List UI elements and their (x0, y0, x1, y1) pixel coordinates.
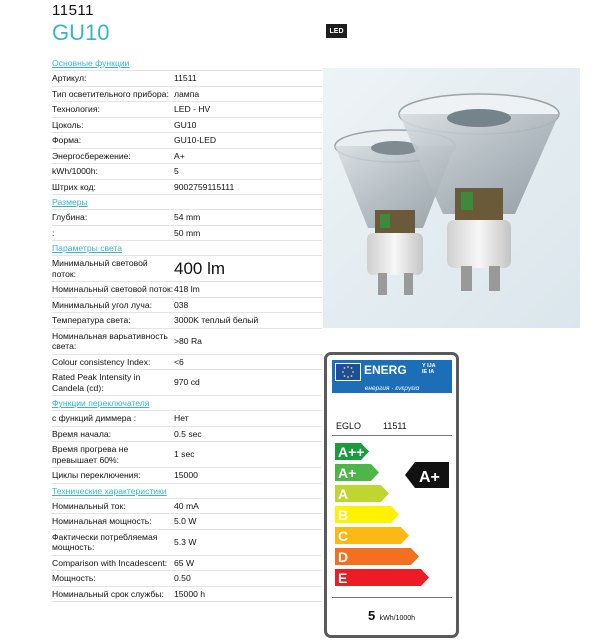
spec-value: 9002759115111 (174, 181, 235, 192)
bulbs-illustration (323, 68, 580, 328)
energ-suffix-line: Y IJA (422, 363, 436, 369)
spec-value: 400 lm (174, 258, 226, 278)
spec-row (52, 514, 322, 530)
energy-label-subtitle: енергия · ενεργεια (332, 384, 452, 393)
spec-row (52, 226, 322, 242)
spec-label: Время начала: (52, 428, 112, 439)
spec-row (52, 587, 322, 603)
spec-label: Номинальный световой поток: (52, 284, 174, 294)
spec-row (52, 133, 322, 149)
energy-class-label: B (338, 507, 349, 523)
spec-value: A+ (174, 150, 185, 161)
spec-label: Температура света: (52, 315, 131, 325)
spec-row (52, 355, 322, 371)
spec-label: kWh/1000h: (52, 166, 98, 176)
energy-class-label: D (338, 549, 349, 565)
spec-row (52, 571, 322, 587)
spec-value: 3000K теплый белый (174, 315, 259, 325)
spec-value: 11511 (174, 73, 197, 83)
spec-label: Rated Peak Intensity in Candela (cd): (52, 372, 141, 393)
energ-text: ENERG (364, 363, 407, 377)
spec-row (52, 329, 322, 355)
spec-label: Фактически потребляемая мощность: (52, 531, 158, 552)
energy-label (324, 352, 459, 638)
spec-value: LED - HV (174, 104, 211, 114)
spec-row (52, 298, 322, 314)
spec-row (52, 530, 322, 556)
spec-value: 5 (174, 166, 179, 176)
spec-row (52, 411, 322, 427)
spec-label: Comparison with Incadescent: (52, 557, 168, 568)
spec-value: Нет (174, 413, 189, 423)
spec-row (52, 499, 322, 515)
spec-label: : (52, 227, 55, 238)
spec-value: 970 cd (174, 377, 200, 388)
section-heading[interactable]: Размеры (52, 195, 322, 210)
section-heading[interactable]: Технические характеристики (52, 484, 322, 499)
spec-row (52, 71, 322, 87)
rating-label: A+ (419, 469, 440, 486)
spec-value: 1 sec (174, 449, 195, 460)
divider (332, 597, 452, 598)
spec-label: Энергосбережение: (52, 150, 131, 161)
spec-row (52, 468, 322, 484)
spec-row (52, 256, 322, 282)
spec-value: 0.50 (174, 573, 191, 583)
product-model: GU10 (52, 20, 110, 45)
section-heading[interactable]: Функции переключателя (52, 396, 322, 411)
spec-label: Штрих код: (52, 181, 96, 192)
product-photo (323, 68, 580, 328)
consumption (327, 607, 456, 625)
spec-value: 65 W (174, 557, 195, 568)
spec-value: >80 Ra (174, 335, 202, 346)
spec-label: Глубина: (52, 212, 88, 222)
spec-label: Номинальная мощность: (52, 516, 152, 526)
spec-value: 50 mm (174, 227, 201, 238)
spec-row (52, 180, 322, 196)
spec-label: Colour consistency Index: (52, 356, 151, 367)
spec-label: Номинальная варьативность света: (52, 330, 168, 351)
spec-label: Форма: (52, 135, 82, 145)
spec-label: Минимальный угол луча: (52, 299, 152, 310)
supplier-name: EGLO (336, 421, 362, 431)
spec-label: с функций диммера : (52, 413, 137, 423)
spec-value: GU10 (174, 119, 197, 130)
spec-label: Циклы переключения: (52, 470, 141, 480)
spec-value: 418 lm (174, 284, 200, 294)
spec-row (52, 442, 322, 468)
spec-row (52, 118, 322, 134)
consumption-value: 5 (367, 608, 376, 623)
spec-label: Цоколь: (52, 119, 84, 130)
energ-suffix-line: IE IA (422, 369, 435, 375)
spec-row (52, 149, 322, 165)
section-heading[interactable]: Параметры света (52, 241, 322, 256)
spec-label: Тип осветительного прибора: (52, 88, 169, 99)
spec-value: 5.3 W (174, 536, 197, 547)
energy-class-label: A+ (338, 465, 357, 481)
spec-row (52, 87, 322, 103)
spec-row (52, 282, 322, 298)
spec-value: 038 (174, 299, 189, 310)
spec-row (52, 427, 322, 443)
label-model-number: 11511 (383, 421, 407, 431)
spec-label: Время прогрева не превышает 60%: (52, 444, 129, 465)
energy-class-bar (335, 569, 429, 586)
led-badge: LED (326, 24, 347, 38)
energy-class-label: A++ (338, 444, 365, 460)
energy-class-label: A (338, 486, 349, 502)
energy-class-scale (327, 355, 456, 635)
spec-value: 54 mm (174, 212, 201, 222)
spec-row (52, 210, 322, 226)
spec-row (52, 556, 322, 572)
product-code: 11511 (52, 2, 94, 19)
spec-value: 0.5 sec (174, 428, 202, 439)
spec-row (52, 313, 322, 329)
spec-value: GU10-LED (174, 135, 217, 145)
energy-class-label: E (338, 570, 348, 586)
spec-value: 5.0 W (174, 516, 197, 526)
spec-value: 15000 (174, 470, 198, 480)
spec-table (52, 56, 322, 602)
spec-label: Технология: (52, 104, 100, 114)
spec-label: Минимальный световой поток: (52, 258, 148, 279)
spec-value: <6 (174, 356, 184, 367)
spec-row (52, 370, 322, 396)
spec-value: 40 mA (174, 500, 199, 511)
energy-class-label: C (338, 528, 349, 544)
spec-row (52, 102, 322, 118)
spec-label: Мощность: (52, 573, 96, 583)
section-heading[interactable]: Основные функции (52, 56, 322, 71)
spec-label: Номинальный срок службы: (52, 588, 164, 599)
consumption-unit: kWh/1000h (379, 615, 416, 622)
spec-label: Номинальный ток: (52, 500, 126, 511)
spec-label: Артикул: (52, 73, 87, 83)
spec-value: лампа (174, 88, 200, 99)
spec-row (52, 164, 322, 180)
spec-value: 15000 h (174, 588, 206, 599)
